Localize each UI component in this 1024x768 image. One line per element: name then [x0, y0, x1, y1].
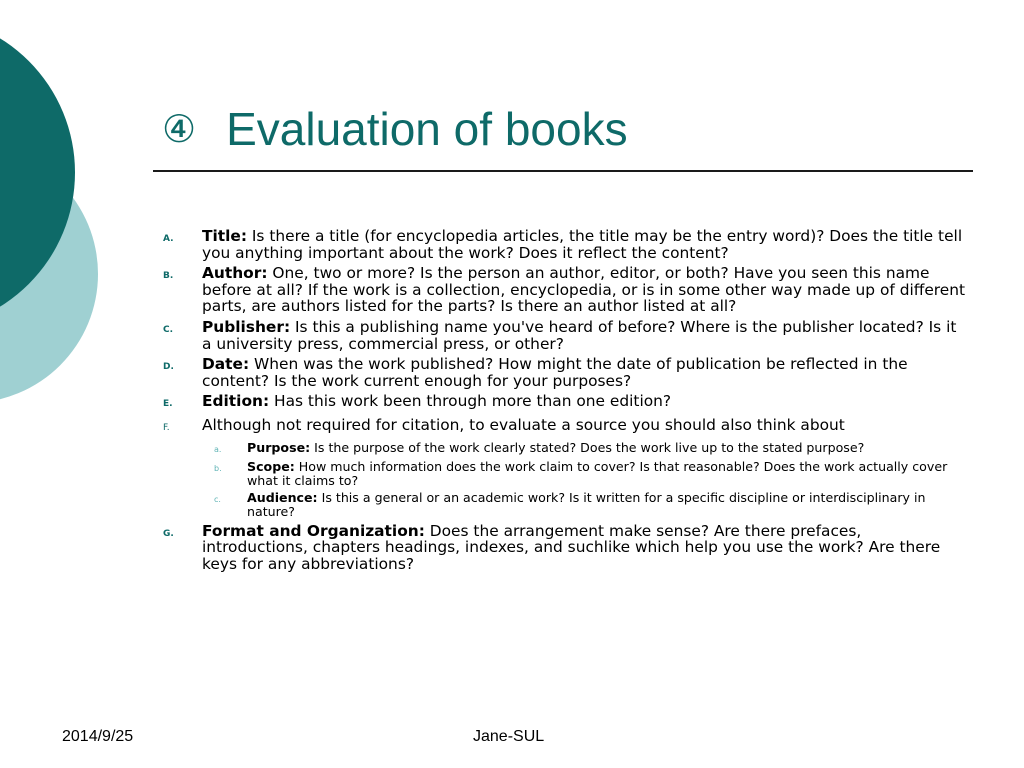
list-item-publisher — [160, 319, 968, 352]
list-marker: B. — [163, 271, 174, 282]
sub-list-marker: c. — [214, 494, 221, 504]
sub-list — [202, 441, 968, 519]
footer-author: Jane-SUL — [473, 728, 545, 745]
list-item-body — [202, 393, 968, 410]
sub-item-label: Purpose: — [247, 439, 311, 455]
list-item-title — [160, 228, 968, 261]
item-text: Is this a publishing name you've heard of before? Where is the publisher located? Is it a university press, commercial press, or other? — [202, 317, 957, 353]
list-marker: E. — [163, 399, 173, 410]
item-text: Has this work been through more than one edition? — [269, 392, 672, 411]
list-marker: A. — [163, 234, 174, 244]
sub-item-text: Is this a general or an academic work? Is it written for a specific discipline or interdisciplinary in nature? — [247, 489, 926, 519]
sub-item-scope — [202, 460, 968, 488]
sub-item-purpose — [202, 441, 968, 457]
sub-list-marker: b. — [214, 463, 222, 473]
item-label: Date: — [202, 355, 250, 374]
list-item-body — [202, 523, 968, 573]
bullet-list — [160, 228, 968, 576]
sub-item-audience — [202, 491, 968, 519]
sub-item-body — [247, 460, 968, 488]
item-label: Author: — [202, 264, 268, 283]
list-item-author — [160, 265, 968, 315]
slide-title — [162, 96, 628, 162]
item-text: Does the arrangement make sense? Are there prefaces, introductions, chapters headings, indexes, and suchlike which help you use the work? Are there keys for any abbreviations? — [202, 521, 941, 573]
item-label: Title: — [202, 227, 247, 245]
item-text: One, two or more? Is the person an author, editor, or both? Have you seen this name before at all? If the work is a collection, encyclopedia, or is in some other way made up of different parts, are authors listed for the parts? Is there an author listed at all? — [202, 264, 966, 316]
list-marker: C. — [163, 324, 174, 335]
item-label: Format and Organization: — [202, 521, 425, 540]
sub-item-body — [247, 491, 968, 519]
footer-date: 2014/9/25 — [62, 728, 134, 745]
list-item-body: Although not required for citation, to evaluate a source you should also think about — [202, 415, 845, 434]
list-item-date — [160, 356, 968, 389]
sub-item-text: How much information does the work claim to cover? Is that reasonable? Does the work actually cover what it claims to? — [247, 458, 948, 488]
sub-item-text: Is the purpose of the work clearly stated? Does the work live up to the stated purpose? — [310, 439, 865, 455]
item-label: Edition: — [202, 392, 270, 411]
item-text: Is there a title (for encyclopedia articles, the title may be the entry word)? Does the title tell you anything important about the work? Does it reflect the content? — [202, 227, 963, 262]
title-text: Evaluation of books — [226, 103, 628, 155]
list-marker: G. — [163, 528, 174, 539]
sub-item-body — [247, 441, 968, 455]
list-marker: D. — [163, 362, 174, 373]
list-item-body — [202, 265, 968, 315]
sub-list-marker: a. — [214, 444, 222, 454]
list-marker: F. — [163, 422, 170, 433]
list-item-also-consider — [160, 417, 968, 437]
list-item-edition — [160, 393, 968, 413]
list-item-body — [202, 228, 968, 261]
title-number: ④ — [162, 107, 197, 151]
title-divider — [153, 170, 973, 172]
list-item-body — [202, 356, 968, 389]
sub-item-label: Scope: — [247, 458, 295, 474]
list-item-format — [160, 523, 968, 573]
item-text: When was the work published? How might the date of publication be reflected in the content? Is the work current enough for your purposes? — [202, 355, 908, 390]
sub-item-label: Audience: — [247, 489, 318, 505]
list-item-body — [202, 319, 968, 352]
item-label: Publisher: — [202, 317, 291, 336]
